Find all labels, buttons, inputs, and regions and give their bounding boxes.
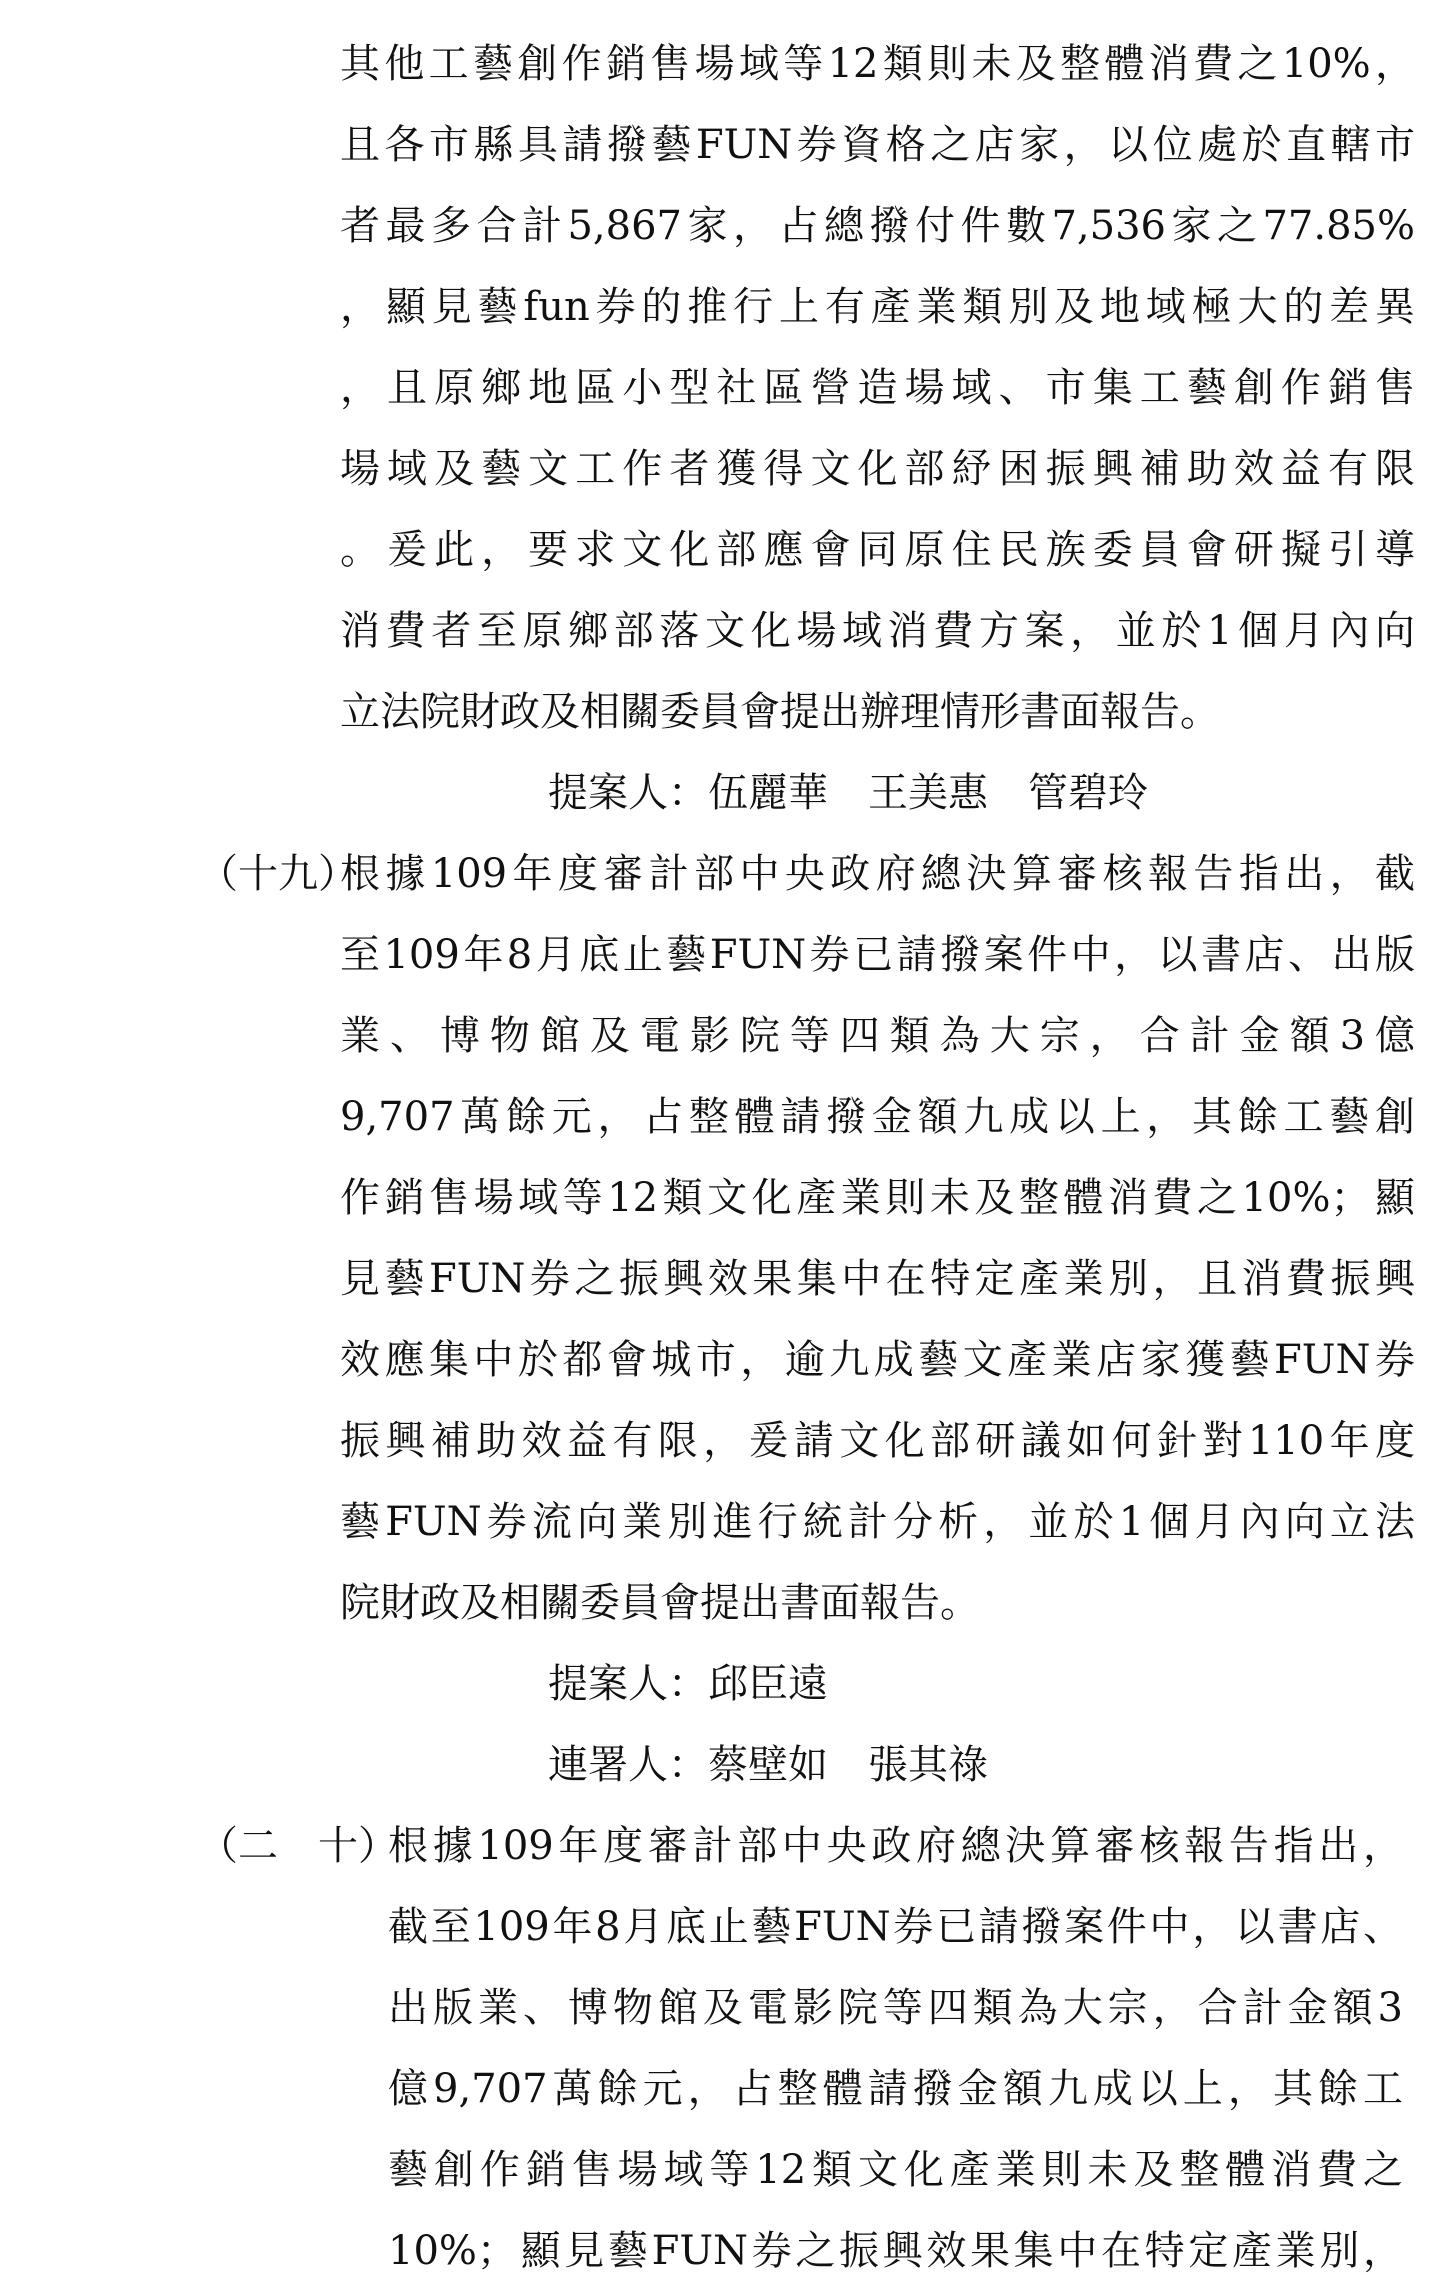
proposer-line: 提案人：邱臣遠 xyxy=(548,1661,828,1707)
paragraph-1-line: 場域及藝文工作者獲得文化部紓困振興補助效益有限 xyxy=(340,446,1415,492)
item-19-line: 9,707萬餘元，占整體請撥金額九成以上，其餘工藝創 xyxy=(340,1094,1415,1140)
item-19-line: 效應集中於都會城市，逾九成藝文產業店家獲藝FUN券 xyxy=(340,1337,1415,1383)
item-number: （二 十） xyxy=(198,1823,398,1869)
item-20-line: 藝創作銷售場域等12類文化產業則未及整體消費之 xyxy=(388,2147,1403,2193)
paragraph-1-line: 者最多合計5,867家，占總撥付件數7,536家之77.85% xyxy=(340,203,1415,249)
item-20-line: 億9,707萬餘元，占整體請撥金額九成以上，其餘工 xyxy=(388,2066,1403,2112)
item-19-line: 振興補助效益有限，爰請文化部研議如何針對110年度 xyxy=(340,1418,1415,1464)
paragraph-1-line: 立法院財政及相關委員會提出辦理情形書面報告。 xyxy=(340,689,1220,735)
item-20-line: 根據109年度審計部中央政府總決算審核報告指出， xyxy=(388,1823,1403,1869)
paragraph-1-line: ，顯見藝fun券的推行上有產業類別及地域極大的差異 xyxy=(340,284,1415,330)
item-19-line: 見藝FUN券之振興效果集中在特定產業別，且消費振興 xyxy=(340,1256,1415,1302)
paragraph-1-line: 消費者至原鄉部落文化場域消費方案，並於1個月內向 xyxy=(340,608,1415,654)
proposer-line: 提案人：伍麗華 王美惠 管碧玲 xyxy=(548,770,1148,816)
item-20-line: 出版業、博物館及電影院等四類為大宗，合計金額3 xyxy=(388,1985,1403,2031)
item-20-line: 10%；顯見藝FUN券之振興效果集中在特定產業別， xyxy=(388,2228,1403,2274)
item-number: （十九） xyxy=(198,851,358,897)
item-20-line: 截至109年8月底止藝FUN券已請撥案件中，以書店、 xyxy=(388,1904,1403,1950)
paragraph-1-line: ，且原鄉地區小型社區營造場域、市集工藝創作銷售 xyxy=(340,365,1415,411)
item-19-line: 作銷售場域等12類文化產業則未及整體消費之10%；顯 xyxy=(340,1175,1415,1221)
paragraph-1-line: 其他工藝創作銷售場域等12類則未及整體消費之10%， xyxy=(340,41,1415,87)
cosigner-line: 連署人：蔡壁如 張其祿 xyxy=(548,1742,988,1788)
paragraph-1-line: 且各市縣具請撥藝FUN券資格之店家，以位處於直轄市 xyxy=(340,122,1415,168)
paragraph-1-line: 。爰此，要求文化部應會同原住民族委員會研擬引導 xyxy=(340,527,1415,573)
item-19-line: 藝FUN券流向業別進行統計分析，並於1個月內向立法 xyxy=(340,1499,1415,1545)
item-19-line: 根據109年度審計部中央政府總決算審核報告指出，截 xyxy=(340,851,1415,897)
item-19-line: 院財政及相關委員會提出書面報告。 xyxy=(340,1580,980,1626)
item-19-line: 業、博物館及電影院等四類為大宗，合計金額3億 xyxy=(340,1013,1415,1059)
item-19-line: 至109年8月底止藝FUN券已請撥案件中，以書店、出版 xyxy=(340,932,1415,978)
